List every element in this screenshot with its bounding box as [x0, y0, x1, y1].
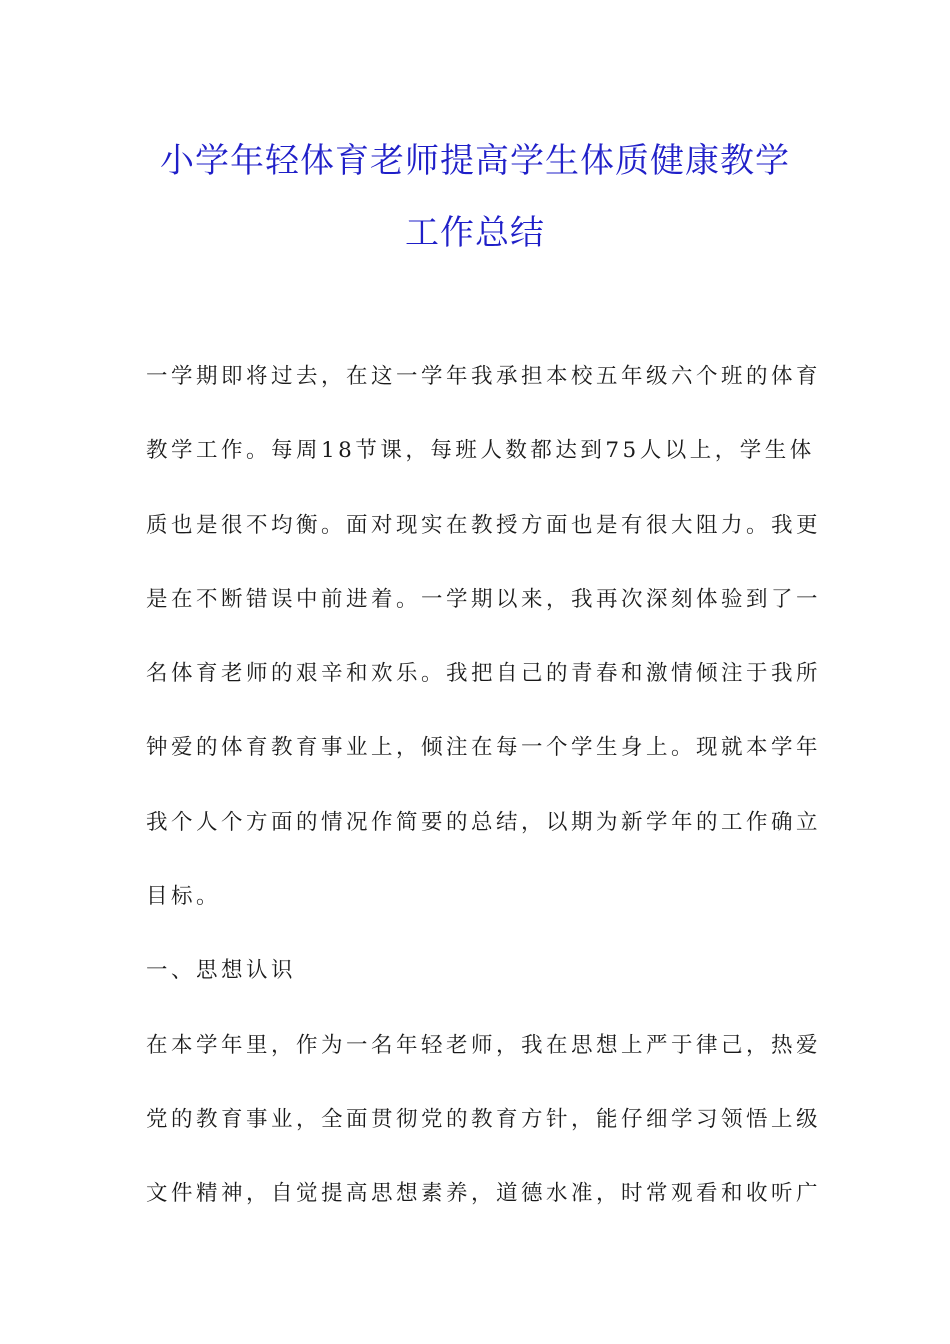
body-line-1: 一学期即将过去，在这一学年我承担本校五年级六个班的体育: [146, 364, 822, 389]
section-heading-thought: 一、思想认识: [146, 958, 297, 984]
body-line-4: 是在不断错误中前进着。一学期以来，我再次深刻体验到了一: [146, 586, 822, 612]
body-line-7: 我个人个方面的情况作简要的总结，以期为新学年的工作确立: [146, 809, 822, 835]
body-line-11: 党的教育事业，全面贯彻党的教育方针，能仔细学习领悟上级: [146, 1106, 822, 1132]
body-line-10: 在本学年里，作为一名年轻老师，我在思想上严于律己，热爱: [146, 1032, 822, 1058]
body-line-5: 名体育老师的艰辛和欢乐。我把自己的青春和激情倾注于我所: [146, 661, 822, 687]
document-title-line-2: 工作总结: [405, 213, 545, 253]
body-line-6: 钟爱的体育教育事业上，倾注在每一个学生身上。现就本学年: [146, 735, 822, 761]
body-line-8: 目标。: [146, 884, 222, 910]
body-line-2: 教学工作。每周18节课，每班人数都达到75人以上，学生体: [146, 438, 815, 464]
body-line-12: 文件精神，自觉提高思想素养，道德水准，时常观看和收听广: [146, 1181, 822, 1207]
document-body: [146, 340, 822, 1232]
body-line-3: 质也是很不均衡。面对现实在教授方面也是有很大阻力。我更: [146, 512, 822, 538]
document-title-line-1: 小学年轻体育老师提高学生体质健康教学: [160, 141, 790, 181]
